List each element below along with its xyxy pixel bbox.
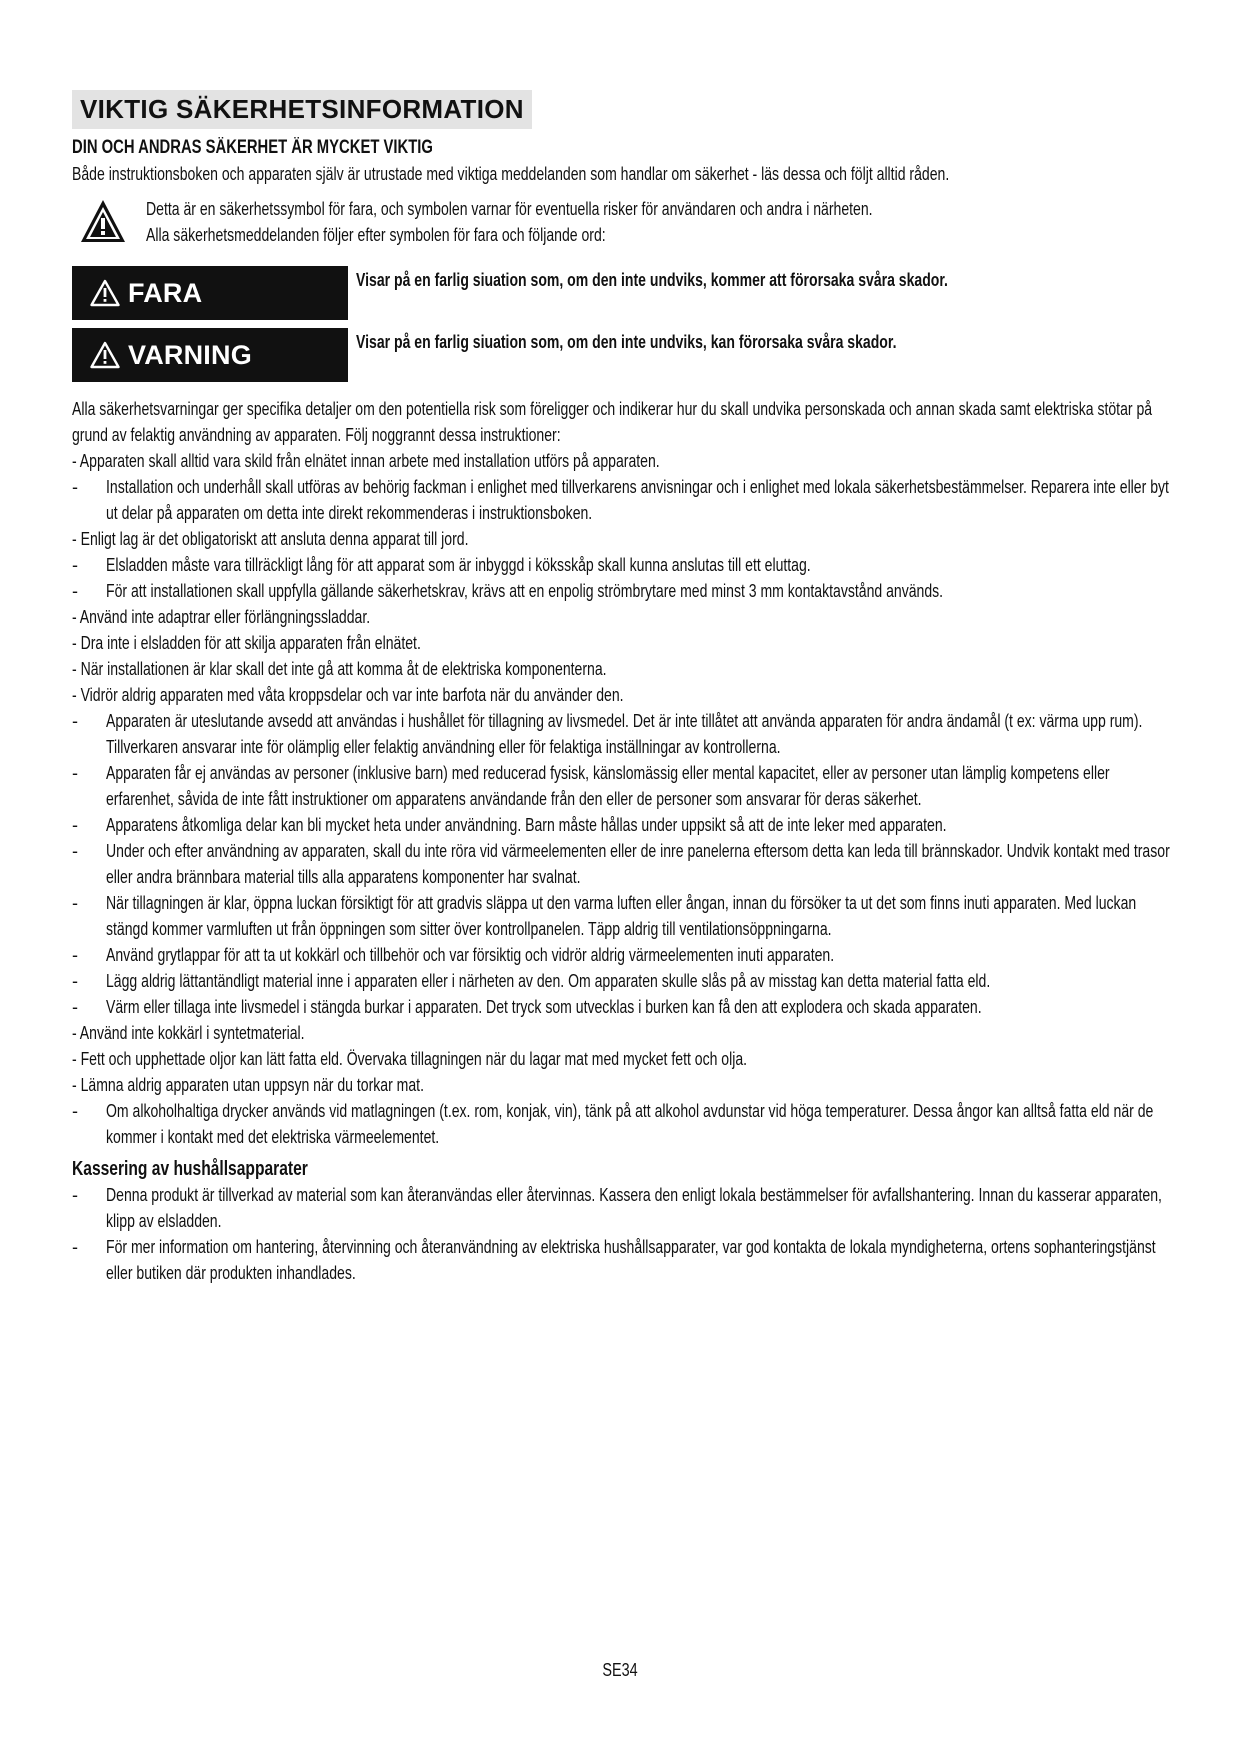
page-number: SE34 (602, 1660, 639, 1680)
symbol-info-line-2: Alla säkerhetsmeddelanden följer efter symbolen för fara och följande ord: (146, 225, 606, 245)
signal-varning-label: VARNING (128, 339, 252, 370)
warning-triangle-icon (80, 198, 126, 244)
list-item: - Under och efter användning av apparaten, skall du inte röra vid värmeelementen eller de inre panelerna eftersom detta kan leda till brännskador. Undvik kontakt med trasor eller andra brännbara material tills alla apparatens komponenter har svalnat. (72, 841, 1170, 887)
signal-fara-text: Visar på en farlig siuation som, om den inte undviks, kommer att förorsaka svåra skador. (356, 270, 948, 290)
signal-fara-label: FARA (128, 277, 203, 308)
list-item: - Enligt lag är det obligatoriskt att ansluta denna apparat till jord. (72, 529, 469, 549)
list-item: - Värm eller tillaga inte livsmedel i stängda burkar i apparaten. Det tryck som utvecklas i burken kan få den att explodera och skada apparaten. (72, 997, 982, 1017)
list-item: - Lämna aldrig apparaten utan uppsyn när du torkar mat. (72, 1075, 424, 1095)
list-item: - Denna produkt är tillverkad av material som kan återanvändas eller återvinnas. Kassera den enligt lokala bestämmelser för avfallshantering. Innan du kasserar apparaten, klipp av elsladden. (72, 1185, 1162, 1231)
list-item: - Fett och upphettade oljor kan lätt fatta eld. Övervaka tillagningen när du lagar mat med mycket fett och olja. (72, 1049, 748, 1069)
signal-fara (72, 266, 1182, 320)
page-title: VIKTIG SÄKERHETSINFORMATION (72, 90, 532, 129)
list-item: - När tillagningen är klar, öppna luckan försiktigt för att gradvis släppa ut den varma luften eller ångan, innan du försöker ta ut det som finns inuti apparaten. Med luckan stängd kommer varmluften ut från öppningen som sitter över kontrollpanelen. Täpp aldrig till ventilationsöppningarna. (72, 893, 1137, 939)
list-item: - När installationen är klar skall det inte gå att komma åt de elektriska komponenterna. (72, 659, 607, 679)
symbol-info-line-1: Detta är en säkerhetssymbol för fara, och symbolen varnar för eventuella risker för användaren och andra i närheten. (146, 199, 873, 219)
list-item: - Apparaten är uteslutande avsedd att användas i hushållet för tillagning av livsmedel. Det är inte tillåtet att använda apparaten för andra ändamål (t ex: värma upp rum). Tillverkaren ansvarar inte för olämplig eller felaktig användning eller för felaktiga inställningar av kontrollerna. (72, 711, 1143, 757)
list-item: - Använd grytlappar för att ta ut kokkärl och tillbehör och var försiktig och vidrör aldrig värmeelementen inuti apparaten. (72, 945, 835, 965)
list-item: - Installation och underhåll skall utföras av behörig fackman i enlighet med tillverkarens anvisningar och i enlighet med lokala säkerhetsbestämmelser. Reparera inte eller byt ut delar på apparaten om detta inte direkt rekommenderas i instruktionsboken. (72, 477, 1169, 523)
safety-symbol-info (72, 196, 1182, 258)
signal-varning-box (72, 328, 348, 382)
intro-text: Både instruktionsboken och apparaten själv är utrustade med viktiga meddelanden som handlar om säkerhet - läs dessa och följt alltid råden. (72, 164, 950, 184)
list-item: - Elsladden måste vara tillräckligt lång för att apparat som är inbyggd i köksskåp skall kunna anslutas till ett eluttag. (72, 555, 811, 575)
list-item: - Apparaten får ej användas av personer (inklusive barn) med reducerad fysisk, känslomässig eller mental kapacitet, eller av personer utan lämplig kompetens eller erfarenhet, såvida de inte fått instruktioner om apparatens användande från den eller de personer som ansvarar för deras säkerhet. (72, 763, 1110, 809)
list-item: - Apparaten skall alltid vara skild från elnätet innan arbete med installation utförs på apparaten. (72, 451, 660, 471)
general-warning-text: Alla säkerhetsvarningar ger specifika detaljer om den potentiella risk som föreligger och indikerar hur du skall undvika personskada och annan skada samt elektriska stötar på grund av felaktig användning av apparaten. Följ noggrannt dessa instruktioner: (72, 399, 1153, 445)
list-item: - Vidrör aldrig apparaten med våta kroppsdelar och var inte barfota när du använder den. (72, 685, 624, 705)
warning-triangle-icon (90, 341, 120, 369)
list-item: - Använd inte adaptrar eller förlängningssladdar. (72, 607, 371, 627)
signal-varning-text: Visar på en farlig siuation som, om den inte undviks, kan förorsaka svåra skador. (356, 332, 897, 352)
list-item: - Om alkoholhaltiga drycker används vid matlagningen (t.ex. rom, konjak, vin), tänk på att alkohol avdunstar vid höga temperaturer. Dessa ångor kan alltså fatta eld när de kommer i kontakt med det elektriska värmeelementet. (72, 1101, 1154, 1147)
disposal-heading: Kassering av hushållsapparater (72, 1158, 308, 1180)
list-item: - För att installationen skall uppfylla gällande säkerhetskrav, krävs att en enpolig strömbrytare med minst 3 mm kontaktavstånd används. (72, 581, 944, 601)
list-item: - Lägg aldrig lättantändligt material inne i apparaten eller i närheten av den. Om apparaten skulle slås på av misstag kan detta material fatta eld. (72, 971, 991, 991)
list-item: - Apparatens åtkomliga delar kan bli mycket heta under användning. Barn måste hållas under uppsikt så att de inte leker med apparaten. (72, 815, 947, 835)
signal-fara-box (72, 266, 348, 320)
list-item: - För mer information om hantering, återvinning och återanvändning av elektriska hushållsapparater, var god kontakta de lokala myndigheterna, ortens sophanteringstjänst eller butiken där produkten inhandlades. (72, 1237, 1156, 1283)
list-item: - Använd inte kokkärl i syntetmaterial. (72, 1023, 305, 1043)
page-content (72, 90, 1182, 1286)
section-subtitle: DIN OCH ANDRAS SÄKERHET ÄR MYCKET VIKTIG (72, 137, 433, 158)
signal-varning (72, 328, 1182, 382)
warning-triangle-icon (90, 279, 120, 307)
list-item: - Dra inte i elsladden för att skilja apparaten från elnätet. (72, 633, 421, 653)
